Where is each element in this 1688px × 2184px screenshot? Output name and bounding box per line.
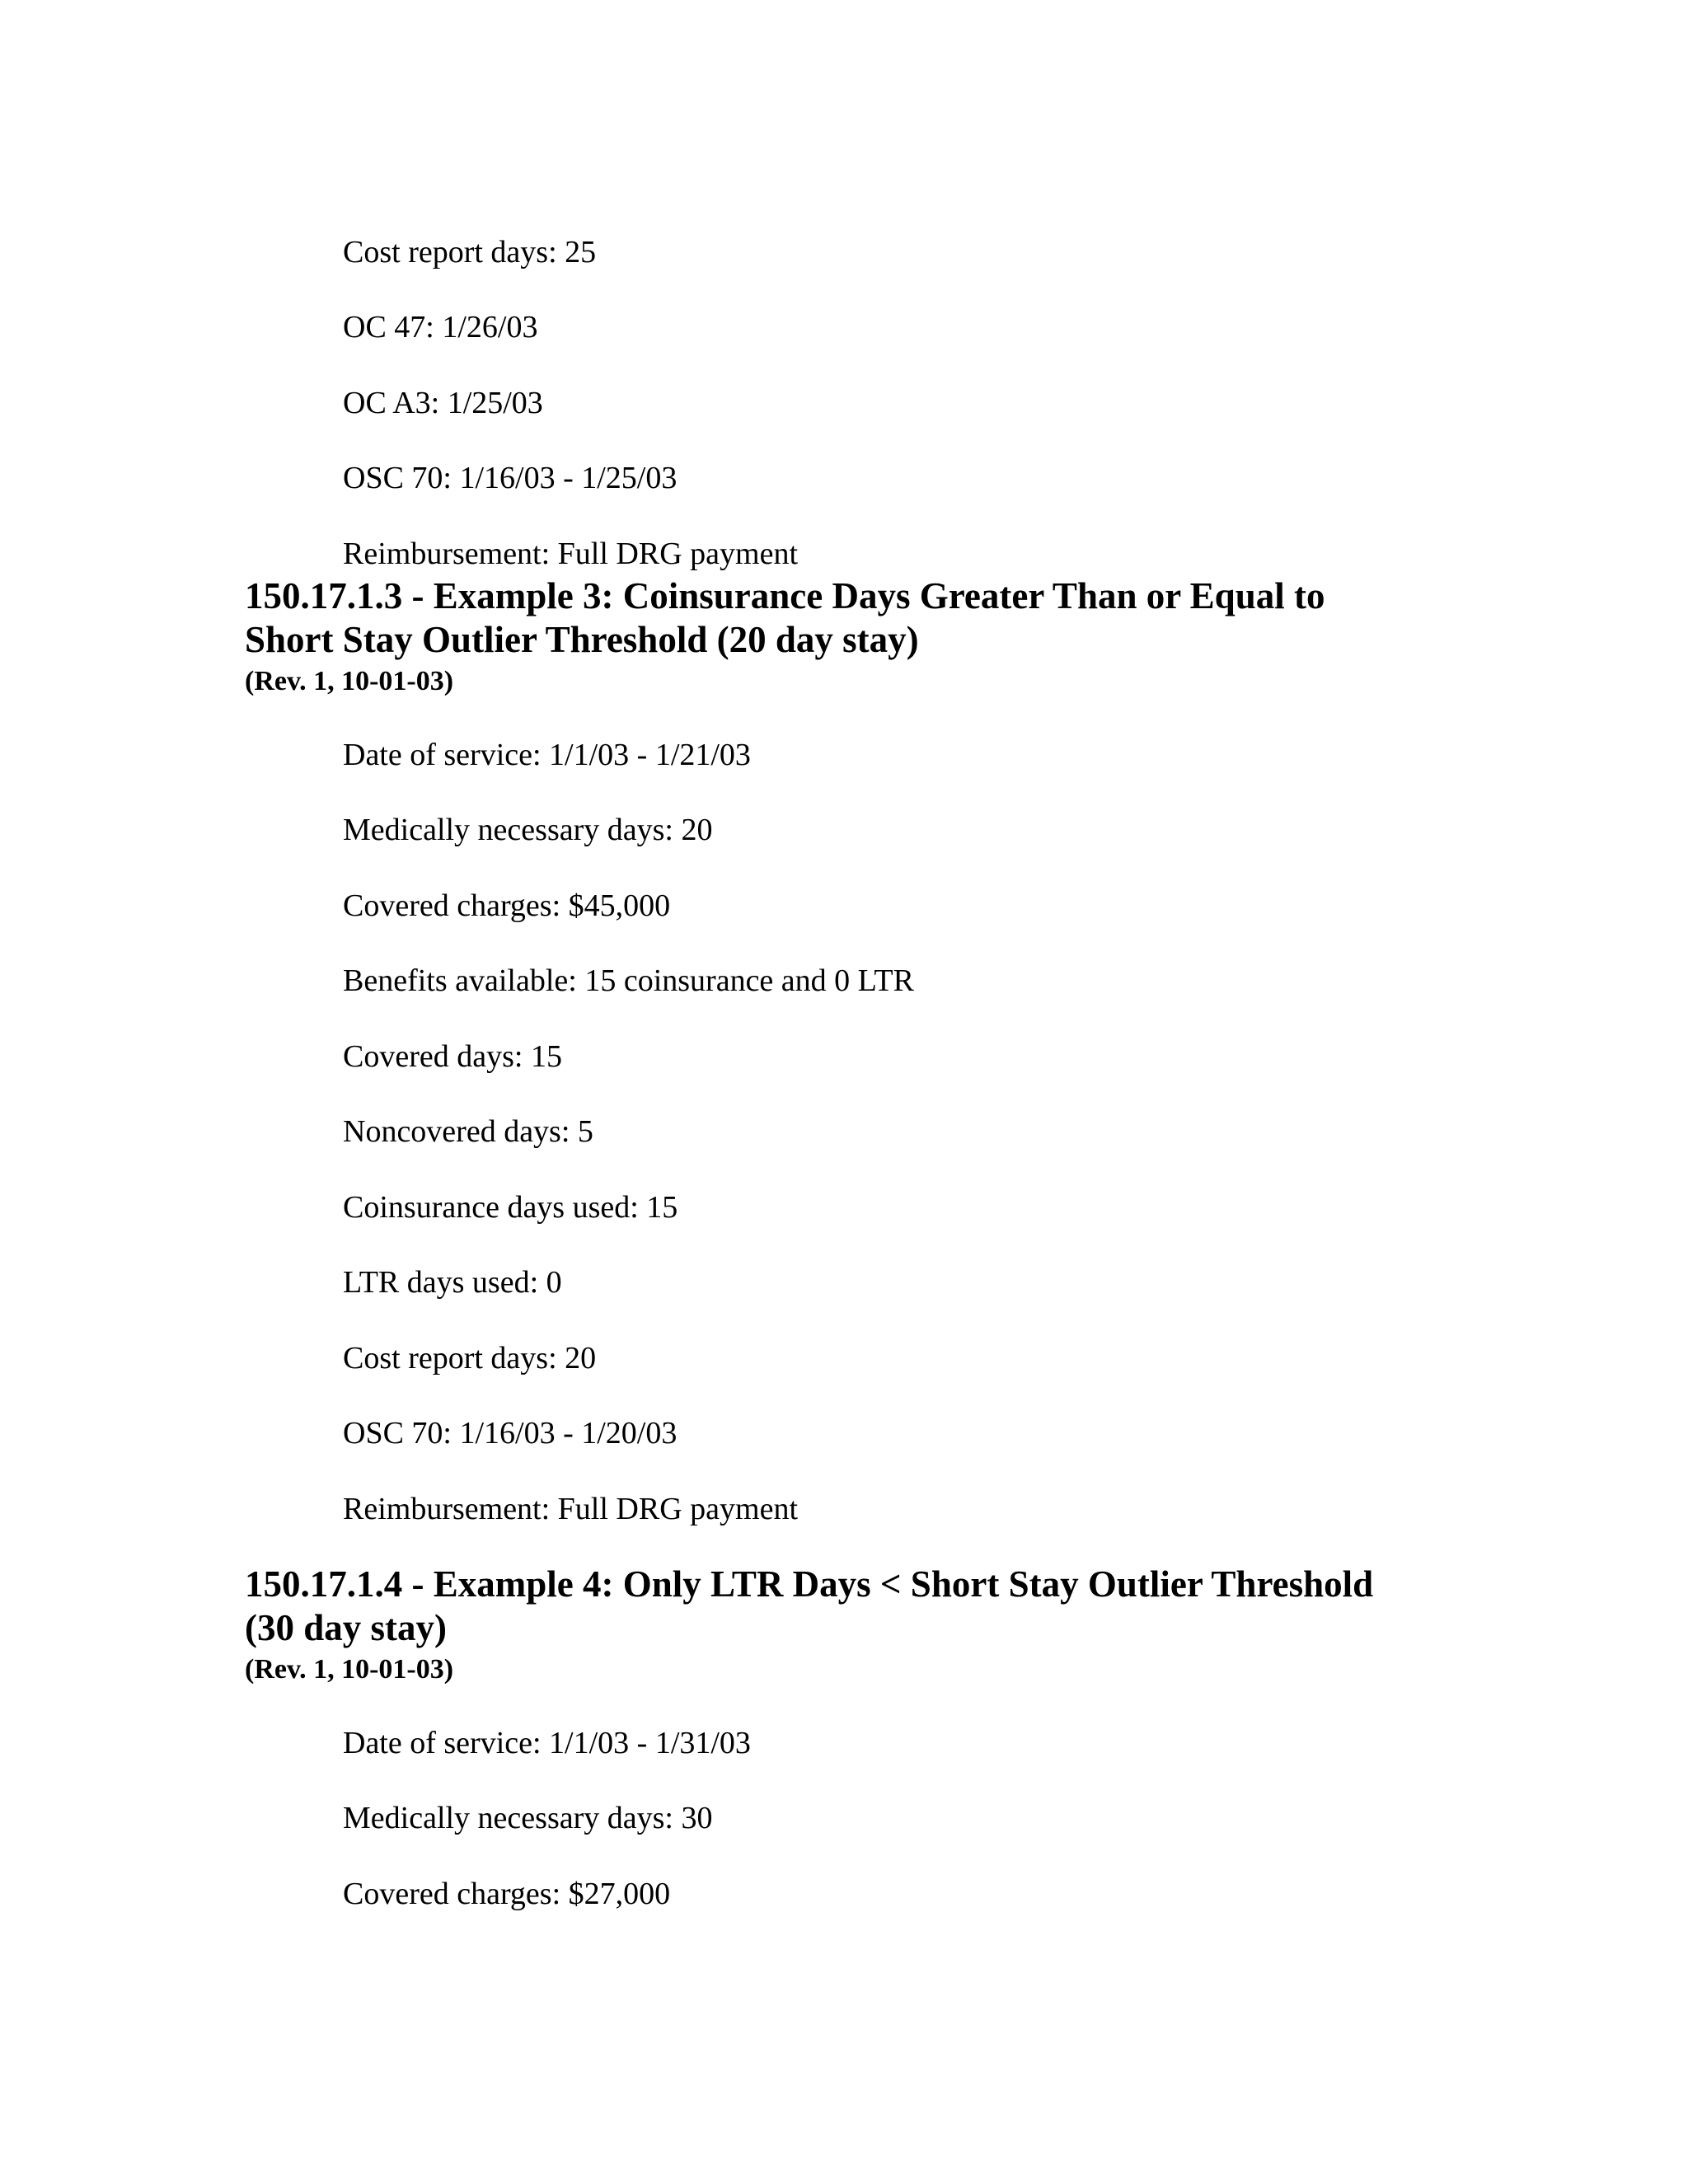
section-4-item: Date of service: 1/1/03 - 1/31/03 <box>343 1726 751 1760</box>
section-3-item: Coinsurance days used: 15 <box>343 1190 678 1225</box>
section-3-heading-line1: 150.17.1.3 - Example 3: Coinsurance Days Greater Than or Equal to <box>245 575 1325 616</box>
section-3-item: Medically necessary days: 20 <box>343 813 713 847</box>
section-3-item: Benefits available: 15 coinsurance and 0 LTR <box>343 963 914 998</box>
section-3-item: Covered charges: $45,000 <box>343 888 671 923</box>
section-3-item: Noncovered days: 5 <box>343 1114 593 1149</box>
section-4-item: Medically necessary days: 30 <box>343 1801 713 1835</box>
section-3-item: Cost report days: 20 <box>343 1341 597 1376</box>
osc-70-line: OSC 70: 1/16/03 - 1/25/03 <box>343 461 678 495</box>
section-4-heading-line1: 150.17.1.4 - Example 4: Only LTR Days < Short Stay Outlier Threshold <box>245 1563 1374 1605</box>
section-4-item: Covered charges: $27,000 <box>343 1877 671 1911</box>
section-3-item: Date of service: 1/1/03 - 1/21/03 <box>343 738 751 772</box>
oc-a3-line: OC A3: 1/25/03 <box>343 386 543 420</box>
section-4-heading-line2: (30 day stay) <box>245 1607 447 1648</box>
section-3-item: OSC 70: 1/16/03 - 1/20/03 <box>343 1416 678 1451</box>
section-3-item: LTR days used: 0 <box>343 1265 562 1300</box>
section-4-revision: (Rev. 1, 10-01-03) <box>245 1654 454 1685</box>
oc-47-line: OC 47: 1/26/03 <box>343 310 538 344</box>
section-3-item: Covered days: 15 <box>343 1039 562 1074</box>
cost-report-days-line: Cost report days: 25 <box>343 235 597 269</box>
section-3-heading-line2: Short Stay Outlier Threshold (20 day stay) <box>245 619 919 660</box>
reimbursement-line: Reimbursement: Full DRG payment <box>343 537 799 571</box>
section-3-item: Reimbursement: Full DRG payment <box>343 1492 799 1526</box>
section-3-revision: (Rev. 1, 10-01-03) <box>245 666 454 696</box>
